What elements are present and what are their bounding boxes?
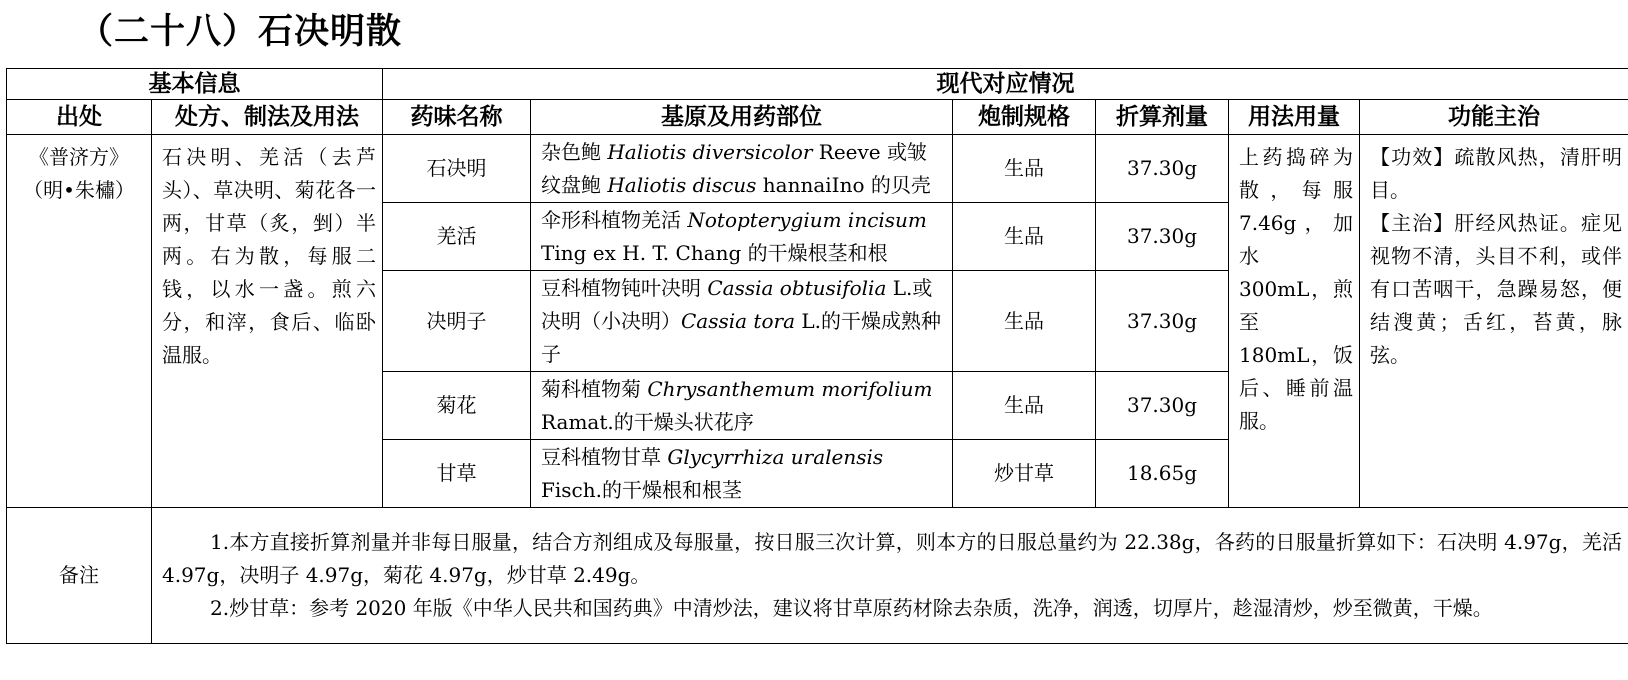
latin-name: Notopterygium incisum (687, 207, 927, 232)
herb-processing: 生品 (953, 135, 1096, 203)
herb-name: 石决明 (383, 135, 531, 203)
function-effect: 【功效】疏散风热，清肝明目。 (1370, 145, 1623, 202)
herb-dose: 37.30g (1096, 203, 1229, 271)
origin-text: 杂色鲍 (541, 139, 608, 164)
latin-name: Cassia obtusifolia (707, 275, 887, 300)
origin-text: 菊科植物菊 (541, 376, 648, 401)
column-header-prescription: 处方、制法及用法 (152, 100, 383, 135)
usage-cell: 上药捣碎为散，每服 7.46g，加水 300mL，煎至 180mL，饭后、睡前温服。 (1229, 135, 1360, 508)
latin-name: Chrysanthemum morifolium (647, 376, 933, 401)
herb-name: 决明子 (383, 271, 531, 372)
herb-processing: 炒甘草 (953, 440, 1096, 508)
group-header-row (7, 69, 1628, 100)
source-author: （明•朱橚） (23, 178, 135, 202)
column-header-herb-name: 药味名称 (383, 100, 531, 135)
page-title: （二十八）石决明散 (78, 12, 403, 52)
column-header-usage: 用法用量 (1229, 100, 1360, 135)
herb-origin (531, 440, 953, 508)
group-header-modern: 现代对应情况 (383, 69, 1628, 100)
origin-text: 豆科植物钝叶决明 (541, 275, 708, 300)
column-header-source: 出处 (7, 100, 152, 135)
prescription-cell: 石决明、羌活（去芦头）、草决明、菊花各一两，甘草（炙，剉）半两。右为散，每服二钱，以水一盏。煎六分，和滓，食后、临卧温服。 (152, 135, 383, 508)
source-cell (7, 135, 152, 508)
source-book: 《普济方》 (29, 145, 129, 169)
origin-text: hannaiIno 的贝壳 (756, 172, 931, 197)
column-header-processing: 炮制规格 (953, 100, 1096, 135)
origin-text: 豆科植物甘草 (541, 444, 668, 469)
herb-dose: 37.30g (1096, 372, 1229, 440)
herb-processing: 生品 (953, 271, 1096, 372)
column-header-row (7, 100, 1628, 135)
herb-origin (531, 372, 953, 440)
note-1: 1.本方直接折算剂量并非每日服量，结合方剂组成及每服量，按日服三次计算，则本方的日服总量约为 22.38g，各药的日服量折算如下：石决明 4.97g，羌活 4.97g，决明子 4.97g，菊花 4.97g，炒甘草 2.49g。 (162, 530, 1623, 587)
origin-text: 伞形科植物羌活 (541, 207, 688, 232)
column-header-function: 功能主治 (1360, 100, 1628, 135)
prescription-table (6, 68, 1628, 644)
origin-text: Reeve 或皱纹盘鲍 (541, 139, 928, 197)
herb-processing: 生品 (953, 372, 1096, 440)
column-header-origin: 基原及用药部位 (531, 100, 953, 135)
herb-origin (531, 203, 953, 271)
herb-dose: 37.30g (1096, 271, 1229, 372)
notes-row (7, 508, 1628, 644)
herb-origin (531, 271, 953, 372)
origin-text: Ramat.的干燥头状花序 (541, 409, 754, 434)
function-indication: 【主治】肝经风热证。症见视物不清，头目不利，或伴有口苦咽干，急躁易怒，便结溲黄；舌红，苔黄，脉弦。 (1370, 211, 1623, 367)
origin-text: L.的干燥成熟种子 (541, 308, 941, 366)
origin-text: Fisch.的干燥根和根茎 (541, 477, 742, 502)
herb-row (7, 135, 1628, 203)
herb-name: 甘草 (383, 440, 531, 508)
latin-name: Cassia tora (681, 308, 795, 333)
origin-text: L.或决明（小决明） (541, 275, 933, 333)
herb-name: 菊花 (383, 372, 531, 440)
latin-name: Haliotis diversicolor (607, 139, 813, 164)
herb-processing: 生品 (953, 203, 1096, 271)
column-header-dose: 折算剂量 (1096, 100, 1229, 135)
function-cell (1360, 135, 1628, 508)
herb-origin (531, 135, 953, 203)
herb-dose: 18.65g (1096, 440, 1229, 508)
origin-text: Ting ex H. T. Chang 的干燥根茎和根 (541, 240, 888, 265)
note-2: 2.炒甘草：参考 2020 年版《中华人民共和国药典》中清炒法，建议将甘草原药材除去杂质，洗净，润透，切厚片，趁湿清炒，炒至微黄，干燥。 (210, 596, 1493, 620)
latin-name: Haliotis discus (607, 172, 757, 197)
latin-name: Glycyrrhiza uralensis (667, 444, 884, 469)
herb-name: 羌活 (383, 203, 531, 271)
notes-cell (152, 508, 1628, 644)
notes-label: 备注 (7, 508, 152, 644)
herb-dose: 37.30g (1096, 135, 1229, 203)
group-header-basic: 基本信息 (7, 69, 383, 100)
